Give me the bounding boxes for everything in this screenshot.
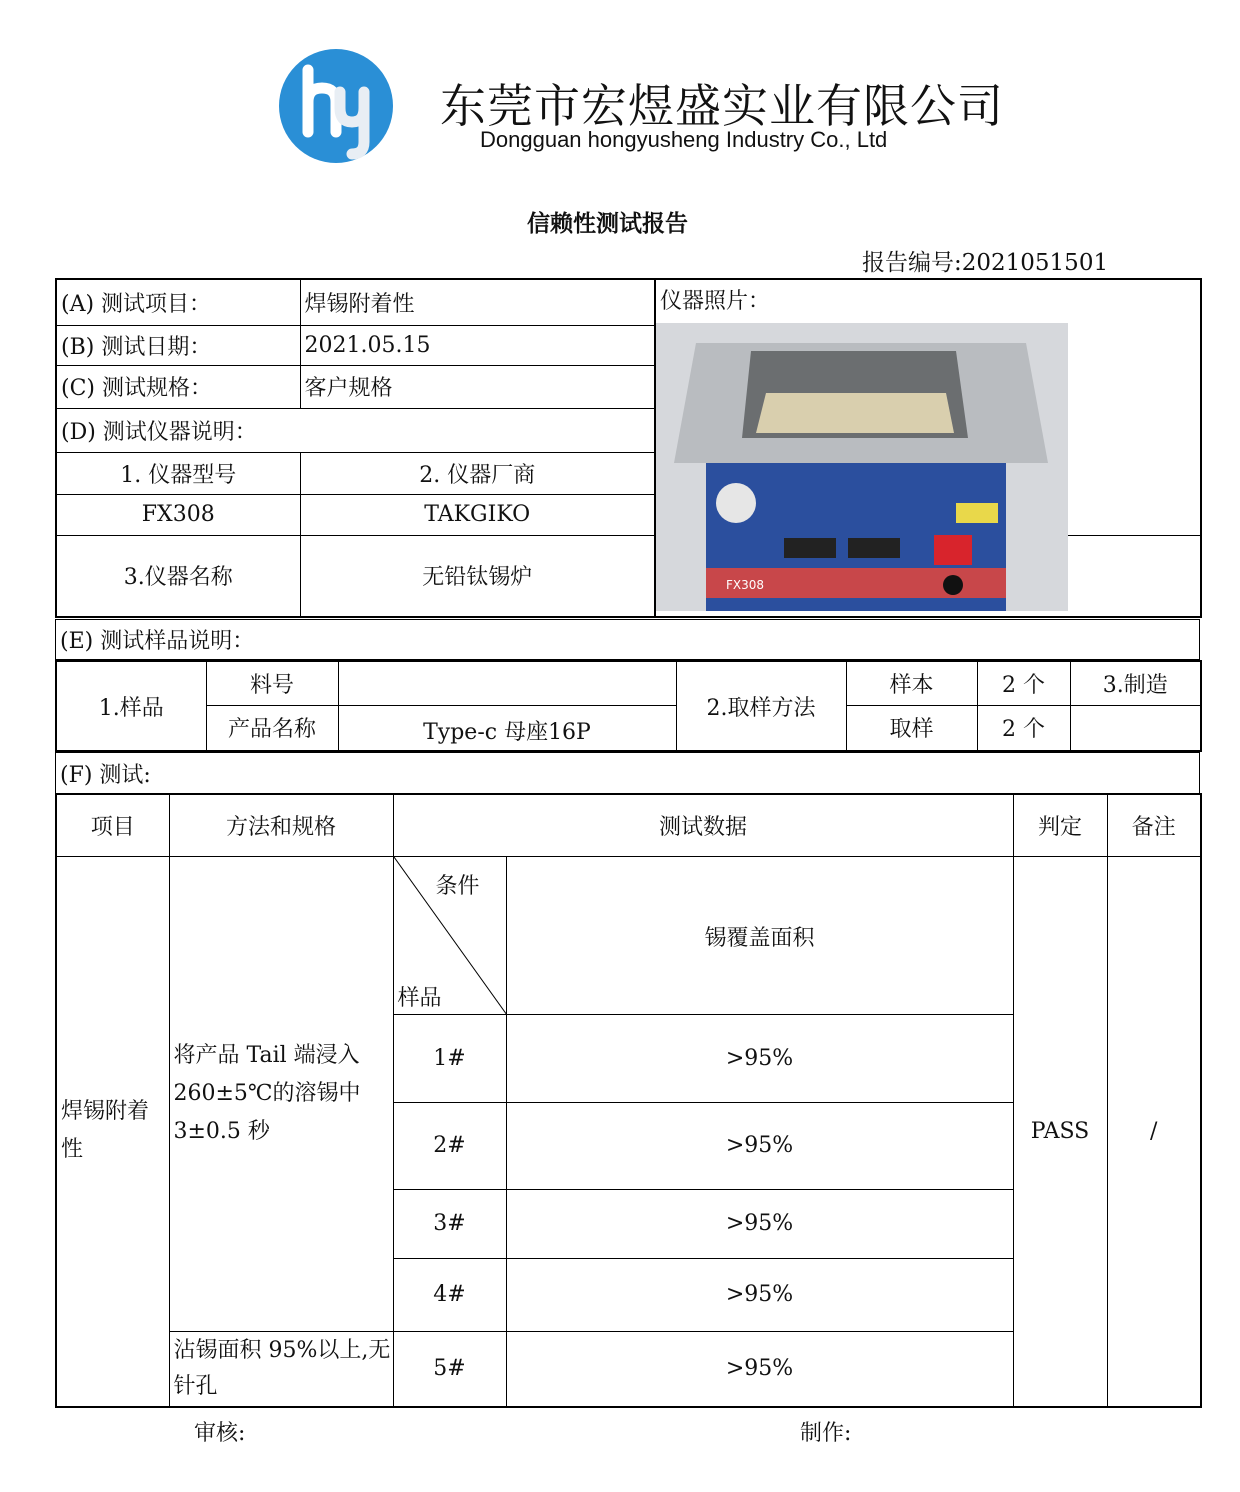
sample-value: >95% <box>506 1189 1013 1258</box>
sample-table <box>55 660 1202 752</box>
sample-value: >95% <box>506 1258 1013 1331</box>
label-manufacture: 3.制造 <box>1070 661 1201 705</box>
value-model: FX308 <box>56 494 300 535</box>
value-manufacture <box>1070 705 1201 751</box>
company-name-en: Dongguan hongyusheng Industry Co., Ltd <box>480 127 888 152</box>
label-part-no: 料号 <box>206 661 338 705</box>
header-instrument-name: 3.仪器名称 <box>56 535 300 617</box>
header-result: 判定 <box>1013 794 1107 856</box>
sample-value: >95% <box>506 1102 1013 1189</box>
company-logo <box>278 48 394 164</box>
sample-id: 1# <box>393 1014 506 1102</box>
sample-value: >95% <box>506 1014 1013 1102</box>
header-remark: 备注 <box>1107 794 1201 856</box>
sample-id: 5# <box>393 1331 506 1407</box>
label-sample-desc: (E) 测试样品说明： <box>56 620 1200 660</box>
value-sample-qty: 2 个 <box>977 661 1070 705</box>
value-result: PASS <box>1013 856 1107 1407</box>
label-test: (F) 测试: <box>56 753 1200 794</box>
label-sampling-method: 2.取样方法 <box>676 661 846 751</box>
sample-id: 4# <box>393 1258 506 1331</box>
label-take: 取样 <box>846 705 977 751</box>
value-remark: / <box>1107 856 1201 1407</box>
report-number: 报告编号:2021051501 <box>862 250 1109 276</box>
value-test-spec: 客户规格 <box>300 365 655 408</box>
photo-label: 仪器照片： <box>660 289 771 314</box>
sample-label-table <box>55 619 1200 660</box>
test-table <box>55 793 1202 1408</box>
instrument-photo <box>656 323 1068 611</box>
value-take-qty: 2 个 <box>977 705 1070 751</box>
sample-id: 2# <box>393 1102 506 1189</box>
header-data: 测试数据 <box>393 794 1013 856</box>
diag-sample-label: 样品 <box>397 985 442 1011</box>
label-test-item: (A) 测试项目： <box>56 279 300 325</box>
sample-value: >95% <box>506 1331 1013 1407</box>
value-item: 焊锡附着性 <box>56 856 169 1407</box>
label-sample: 1.样品 <box>56 661 206 751</box>
header-item: 项目 <box>56 794 169 856</box>
value-maker: TAKGIKO <box>300 494 655 535</box>
header-model: 1. 仪器型号 <box>56 452 300 494</box>
label-product-name: 产品名称 <box>206 705 338 751</box>
sample-id: 3# <box>393 1189 506 1258</box>
value-product-name: Type-c 母座16P <box>338 705 676 751</box>
company-name-cn: 东莞市宏煜盛实业有限公司 <box>440 79 1004 133</box>
value-part-no <box>338 661 676 705</box>
test-label-table <box>55 752 1200 794</box>
label-instrument: (D) 测试仪器说明： <box>56 408 655 452</box>
report-title: 信赖性测试报告 <box>527 211 688 237</box>
made-label: 制作: <box>800 1421 852 1446</box>
value-method: 将产品 Tail 端浸入 260±5℃的溶锡中 3±0.5 秒 <box>169 856 393 1331</box>
value-test-item: 焊锡附着性 <box>300 279 655 325</box>
value-test-date: 2021.05.15 <box>300 325 655 365</box>
diag-condition-label: 条件 <box>435 873 480 899</box>
value-method-note: 沾锡面积 95%以上,无针孔 <box>169 1331 393 1407</box>
header-maker: 2. 仪器厂商 <box>300 452 655 494</box>
header-method: 方法和规格 <box>169 794 393 856</box>
diagonal-header <box>393 856 506 1014</box>
value-instrument-name: 无铅钛锡炉 <box>300 535 655 617</box>
label-sample-qty: 样本 <box>846 661 977 705</box>
label-test-spec: (C) 测试规格： <box>56 365 300 408</box>
review-label: 审核: <box>194 1421 246 1446</box>
condition-header: 锡覆盖面积 <box>506 856 1013 1014</box>
photo-panel-model: FX308 <box>726 578 765 592</box>
label-test-date: (B) 测试日期： <box>56 325 300 365</box>
